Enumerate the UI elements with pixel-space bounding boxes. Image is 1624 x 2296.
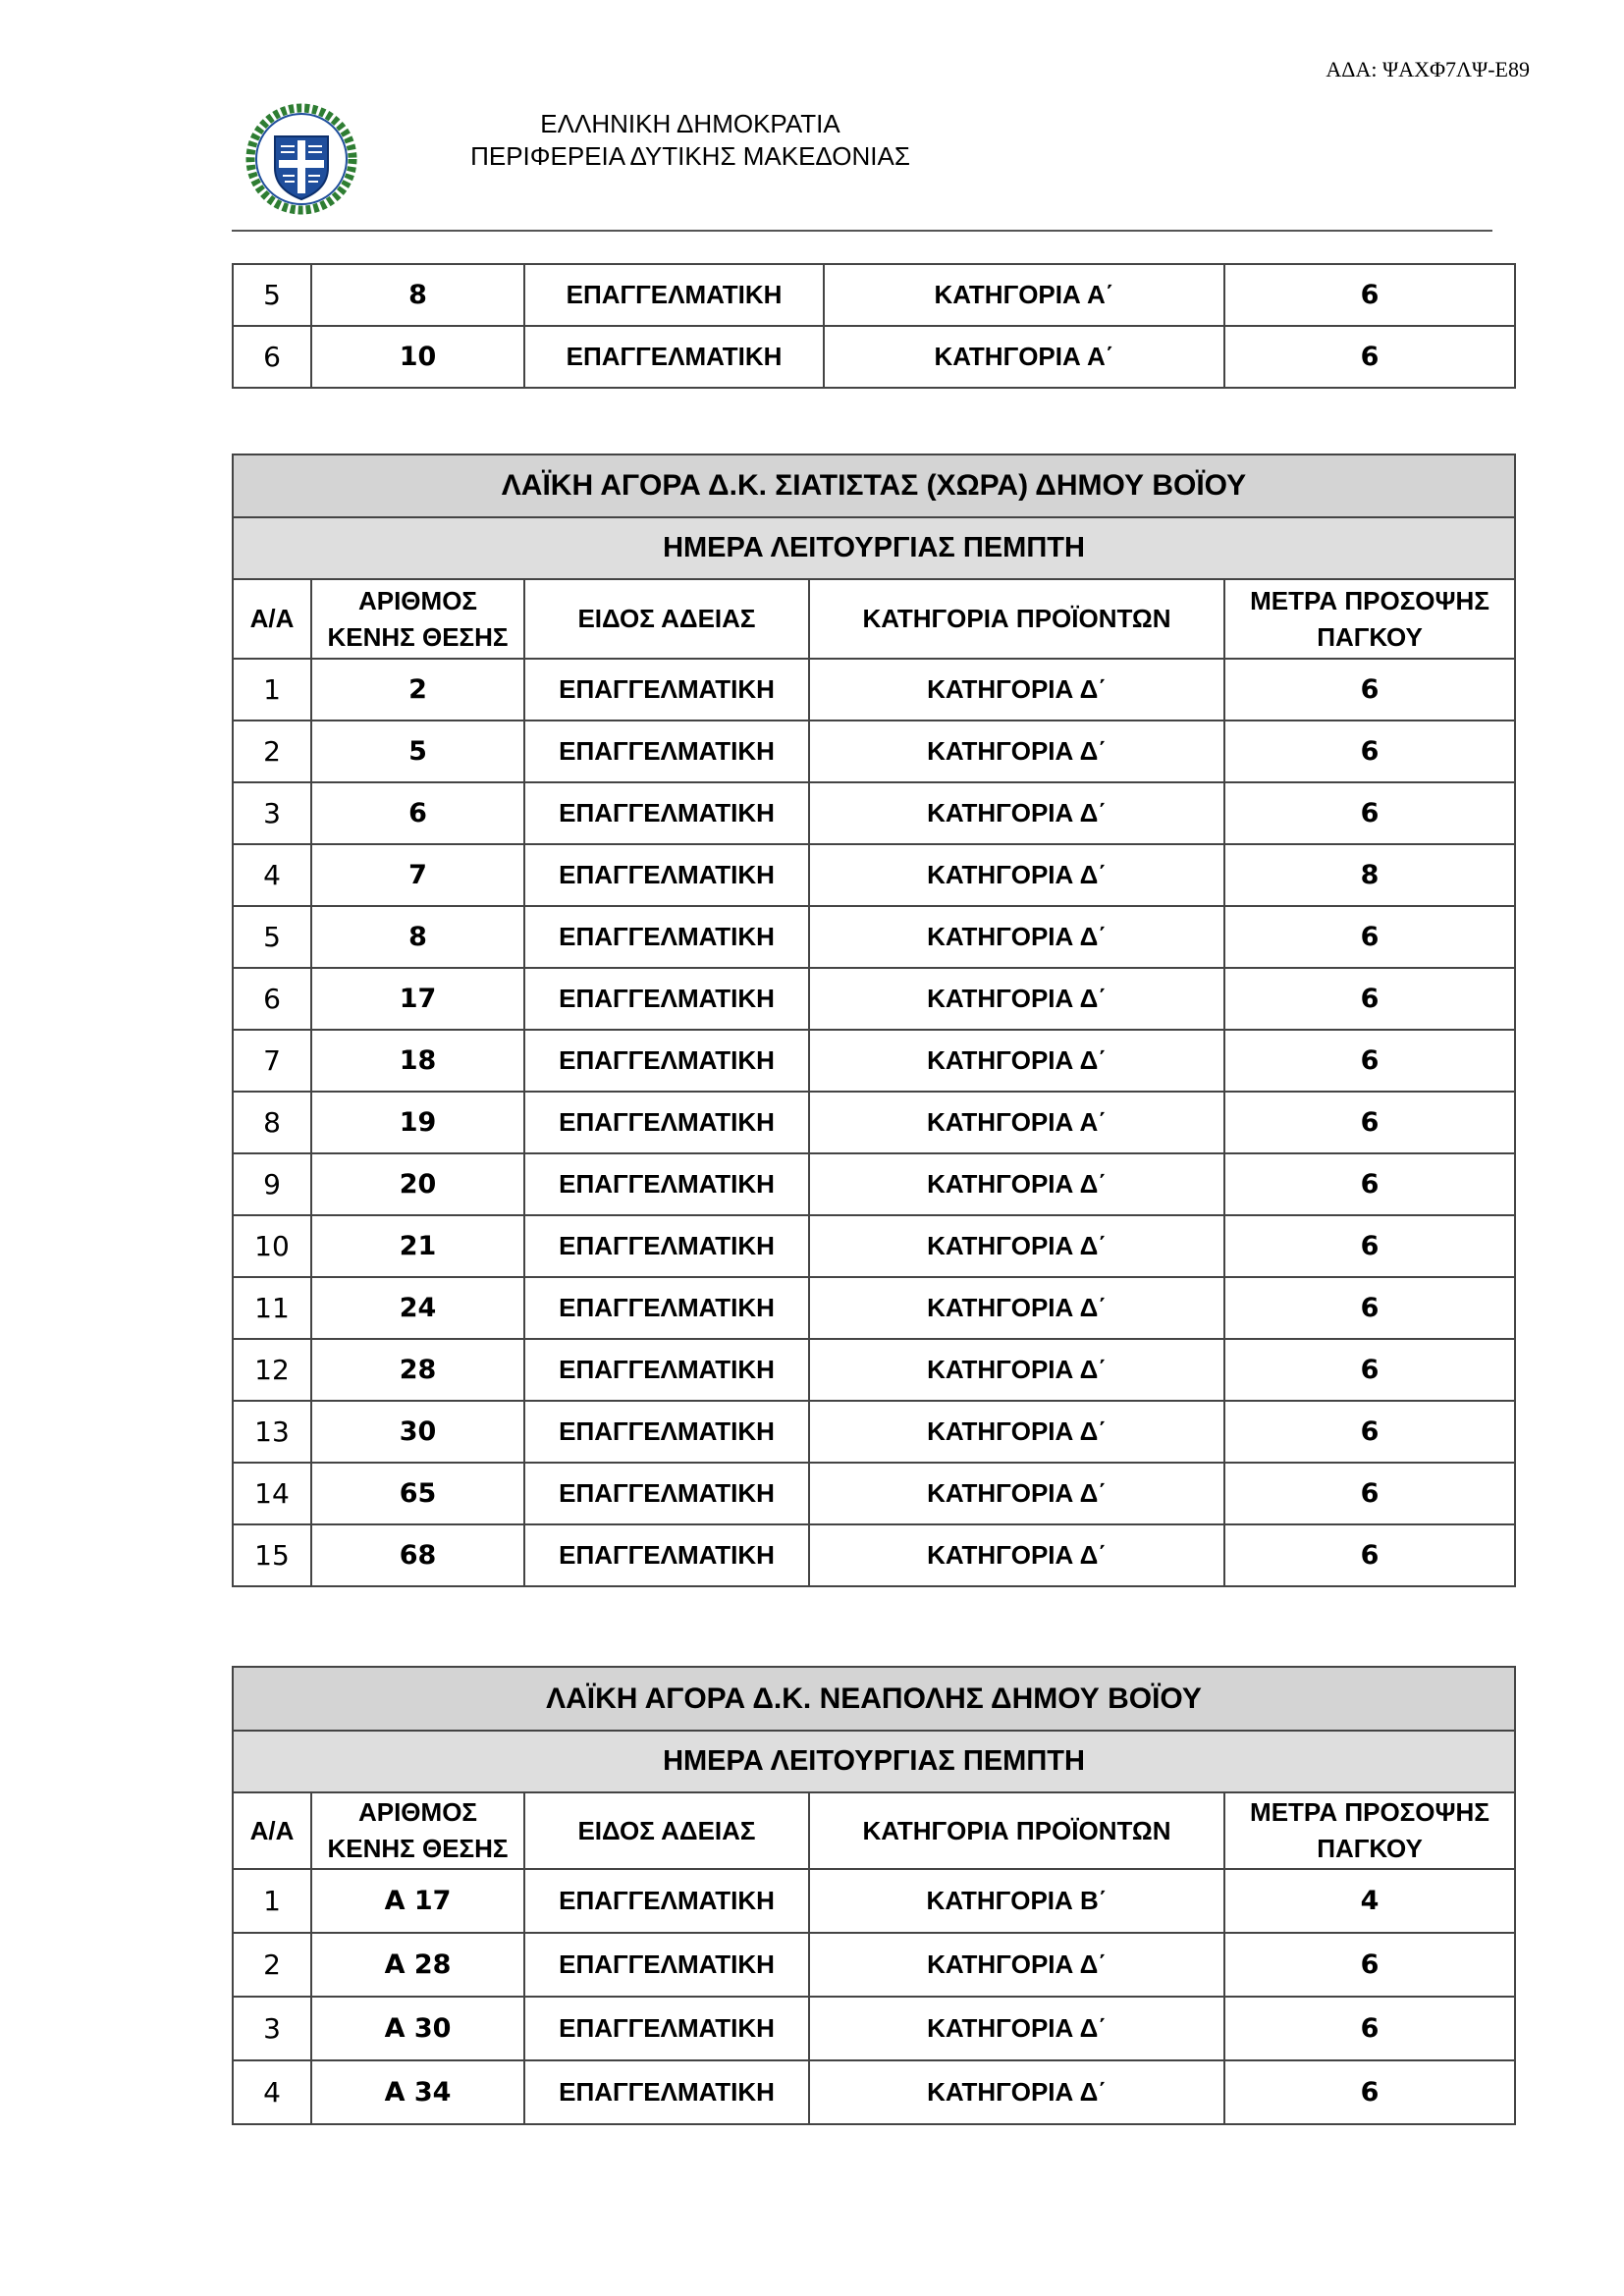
- category-cell: ΚΑΤΗΓΟΡΙΑ Δ΄: [809, 659, 1224, 721]
- aa-cell: 5: [233, 906, 311, 968]
- license-cell: ΕΠΑΓΓΕΛΜΑΤΙΚΗ: [524, 721, 809, 782]
- aa-cell: 2: [233, 1933, 311, 1997]
- category-cell: ΚΑΤΗΓΟΡΙΑ Δ΄: [809, 1524, 1224, 1586]
- meters-cell: 6: [1224, 1933, 1515, 1997]
- aa-cell: 7: [233, 1030, 311, 1092]
- meters-cell: 6: [1224, 782, 1515, 844]
- license-cell: ΕΠΑΓΓΕΛΜΑΤΙΚΗ: [524, 2060, 809, 2124]
- header-meters: [1224, 579, 1515, 659]
- ada-code: ΑΔΑ: ΨΑΧΦ7ΛΨ-Ε89: [1326, 57, 1530, 81]
- position-cell: Α 34: [311, 2060, 524, 2124]
- meters-cell: 6: [1224, 1339, 1515, 1401]
- position-cell: Α 28: [311, 1933, 524, 1997]
- position-cell: 8: [311, 906, 524, 968]
- position-cell: 28: [311, 1339, 524, 1401]
- license-cell: ΕΠΑΓΓΕΛΜΑΤΙΚΗ: [524, 1215, 809, 1277]
- market-day: ΗΜΕΡΑ ΛΕΙΤΟΥΡΓΙΑΣ ΠΕΜΠΤΗ: [233, 517, 1515, 579]
- header-category: ΚΑΤΗΓΟΡΙΑ ΠΡΟΪΟΝΤΩΝ: [809, 579, 1224, 659]
- meters-cell: 6: [1224, 721, 1515, 782]
- category-cell: ΚΑΤΗΓΟΡΙΑ Δ΄: [809, 968, 1224, 1030]
- header-position-line-2: ΚΕΝΗΣ ΘΕΣΗΣ: [327, 1834, 509, 1863]
- header-meters-line-1: ΜΕΤΡΑ ΠΡΟΣΟΨΗΣ: [1250, 585, 1489, 615]
- table-row: [233, 1153, 1515, 1215]
- header-position: [311, 579, 524, 659]
- license-cell: ΕΠΑΓΓΕΛΜΑΤΙΚΗ: [524, 1997, 809, 2060]
- meters-cell: 6: [1224, 906, 1515, 968]
- header-position-line-1: ΑΡΙΘΜΟΣ: [357, 585, 478, 615]
- license-cell: ΕΠΑΓΓΕΛΜΑΤΙΚΗ: [524, 326, 824, 388]
- category-cell: ΚΑΤΗΓΟΡΙΑ Α΄: [809, 1092, 1224, 1153]
- meters-cell: 6: [1224, 2060, 1515, 2124]
- table-row: [233, 1092, 1515, 1153]
- category-cell: ΚΑΤΗΓΟΡΙΑ Δ΄: [809, 906, 1224, 968]
- table-row: [233, 906, 1515, 968]
- greek-republic-emblem-icon: [245, 103, 357, 215]
- meters-cell: 6: [1224, 1215, 1515, 1277]
- table-row: [233, 1277, 1515, 1339]
- category-cell: ΚΑΤΗΓΟΡΙΑ Β΄: [809, 1869, 1224, 1933]
- meters-cell: 6: [1224, 1030, 1515, 1092]
- market-title: ΛΑΪΚΗ ΑΓΟΡΑ Δ.Κ. ΝΕΑΠΟΛΗΣ ΔΗΜΟΥ ΒΟΪΟΥ: [233, 1667, 1515, 1731]
- table-row: [233, 844, 1515, 906]
- license-cell: ΕΠΑΓΓΕΛΜΑΤΙΚΗ: [524, 1401, 809, 1463]
- position-cell: 2: [311, 659, 524, 721]
- aa-cell: 10: [233, 1215, 311, 1277]
- table-row: [233, 264, 1515, 326]
- license-cell: ΕΠΑΓΓΕΛΜΑΤΙΚΗ: [524, 1463, 809, 1524]
- table-row: [233, 1933, 1515, 1997]
- position-cell: 7: [311, 844, 524, 906]
- category-cell: ΚΑΤΗΓΟΡΙΑ Δ΄: [809, 1030, 1224, 1092]
- meters-cell: 6: [1224, 326, 1515, 388]
- header-license: ΕΙΔΟΣ ΑΔΕΙΑΣ: [524, 579, 809, 659]
- table-row: [233, 968, 1515, 1030]
- table-header-row: [233, 1792, 1515, 1869]
- license-cell: ΕΠΑΓΓΕΛΜΑΤΙΚΗ: [524, 659, 809, 721]
- header-aa: Α/Α: [233, 579, 311, 659]
- position-cell: 18: [311, 1030, 524, 1092]
- category-cell: ΚΑΤΗΓΟΡΙΑ Δ΄: [809, 721, 1224, 782]
- letterhead: [455, 108, 926, 173]
- position-cell: 24: [311, 1277, 524, 1339]
- license-cell: ΕΠΑΓΓΕΛΜΑΤΙΚΗ: [524, 782, 809, 844]
- meters-cell: 6: [1224, 1997, 1515, 2060]
- header-meters-line-2: ΠΑΓΚΟΥ: [1317, 1834, 1423, 1863]
- category-cell: ΚΑΤΗΓΟΡΙΑ Δ΄: [809, 1933, 1224, 1997]
- aa-cell: 6: [233, 326, 311, 388]
- table-row: [233, 1215, 1515, 1277]
- category-cell: ΚΑΤΗΓΟΡΙΑ Δ΄: [809, 2060, 1224, 2124]
- aa-cell: 1: [233, 1869, 311, 1933]
- table-row: [233, 1030, 1515, 1092]
- table-subtitle-row: [233, 517, 1515, 579]
- letterhead-line-1: ΕΛΛΗΝΙΚΗ ΔΗΜΟΚΡΑΤΙΑ: [540, 109, 840, 138]
- header-meters-line-2: ΠΑΓΚΟΥ: [1317, 621, 1423, 652]
- position-cell: Α 17: [311, 1869, 524, 1933]
- meters-cell: 8: [1224, 844, 1515, 906]
- aa-cell: 12: [233, 1339, 311, 1401]
- meters-cell: 6: [1224, 1463, 1515, 1524]
- neapoli-market-table: [232, 1666, 1516, 2125]
- meters-cell: 6: [1224, 1524, 1515, 1586]
- license-cell: ΕΠΑΓΓΕΛΜΑΤΙΚΗ: [524, 1524, 809, 1586]
- table-row: [233, 1401, 1515, 1463]
- license-cell: ΕΠΑΓΓΕΛΜΑΤΙΚΗ: [524, 264, 824, 326]
- license-cell: ΕΠΑΓΓΕΛΜΑΤΙΚΗ: [524, 1339, 809, 1401]
- meters-cell: 6: [1224, 1401, 1515, 1463]
- license-cell: ΕΠΑΓΓΕΛΜΑΤΙΚΗ: [524, 844, 809, 906]
- license-cell: ΕΠΑΓΓΕΛΜΑΤΙΚΗ: [524, 1030, 809, 1092]
- category-cell: ΚΑΤΗΓΟΡΙΑ Δ΄: [809, 782, 1224, 844]
- license-cell: ΕΠΑΓΓΕΛΜΑΤΙΚΗ: [524, 1092, 809, 1153]
- aa-cell: 3: [233, 782, 311, 844]
- category-cell: ΚΑΤΗΓΟΡΙΑ Δ΄: [809, 1401, 1224, 1463]
- license-cell: ΕΠΑΓΓΕΛΜΑΤΙΚΗ: [524, 1277, 809, 1339]
- market-day: ΗΜΕΡΑ ΛΕΙΤΟΥΡΓΙΑΣ ΠΕΜΠΤΗ: [233, 1731, 1515, 1792]
- position-cell: 20: [311, 1153, 524, 1215]
- header-aa: Α/Α: [233, 1792, 311, 1869]
- category-cell: ΚΑΤΗΓΟΡΙΑ Δ΄: [809, 1463, 1224, 1524]
- aa-cell: 11: [233, 1277, 311, 1339]
- position-cell: 8: [311, 264, 524, 326]
- aa-cell: 3: [233, 1997, 311, 2060]
- aa-cell: 5: [233, 264, 311, 326]
- category-cell: ΚΑΤΗΓΟΡΙΑ Α΄: [824, 264, 1224, 326]
- position-cell: Α 30: [311, 1997, 524, 2060]
- letterhead-line-2: ΠΕΡΙΦΕΡΕΙΑ ΔΥΤΙΚΗΣ ΜΑΚΕΔΟΝΙΑΣ: [470, 141, 910, 171]
- header-position: [311, 1792, 524, 1869]
- position-cell: 17: [311, 968, 524, 1030]
- aa-cell: 2: [233, 721, 311, 782]
- header-license: ΕΙΔΟΣ ΑΔΕΙΑΣ: [524, 1792, 809, 1869]
- header-divider: [232, 230, 1492, 232]
- aa-cell: 15: [233, 1524, 311, 1586]
- header-meters: [1224, 1792, 1515, 1869]
- position-cell: 10: [311, 326, 524, 388]
- meters-cell: 6: [1224, 659, 1515, 721]
- aa-cell: 9: [233, 1153, 311, 1215]
- meters-cell: 6: [1224, 264, 1515, 326]
- table-subtitle-row: [233, 1731, 1515, 1792]
- continuation-table: [232, 263, 1516, 389]
- header-position-line-2: ΚΕΝΗΣ ΘΕΣΗΣ: [327, 621, 509, 652]
- position-cell: 19: [311, 1092, 524, 1153]
- category-cell: ΚΑΤΗΓΟΡΙΑ Δ΄: [809, 1153, 1224, 1215]
- position-cell: 68: [311, 1524, 524, 1586]
- table-row: [233, 1524, 1515, 1586]
- position-cell: 5: [311, 721, 524, 782]
- category-cell: ΚΑΤΗΓΟΡΙΑ Δ΄: [809, 1339, 1224, 1401]
- header-category: ΚΑΤΗΓΟΡΙΑ ΠΡΟΪΟΝΤΩΝ: [809, 1792, 1224, 1869]
- meters-cell: 6: [1224, 968, 1515, 1030]
- category-cell: ΚΑΤΗΓΟΡΙΑ Δ΄: [809, 1215, 1224, 1277]
- table-row: [233, 2060, 1515, 2124]
- table-header-row: [233, 579, 1515, 659]
- market-title: ΛΑΪΚΗ ΑΓΟΡΑ Δ.Κ. ΣΙΑΤΙΣΤΑΣ (ΧΩΡΑ) ΔΗΜΟΥ ΒΟΪΟΥ: [233, 454, 1515, 517]
- table-row: [233, 1997, 1515, 2060]
- license-cell: ΕΠΑΓΓΕΛΜΑΤΙΚΗ: [524, 906, 809, 968]
- license-cell: ΕΠΑΓΓΕΛΜΑΤΙΚΗ: [524, 1869, 809, 1933]
- table-row: [233, 1869, 1515, 1933]
- header-meters-line-1: ΜΕΤΡΑ ΠΡΟΣΟΨΗΣ: [1250, 1797, 1489, 1827]
- table-row: [233, 1463, 1515, 1524]
- aa-cell: 8: [233, 1092, 311, 1153]
- category-cell: ΚΑΤΗΓΟΡΙΑ Δ΄: [809, 1997, 1224, 2060]
- license-cell: ΕΠΑΓΓΕΛΜΑΤΙΚΗ: [524, 1933, 809, 1997]
- meters-cell: 6: [1224, 1277, 1515, 1339]
- license-cell: ΕΠΑΓΓΕΛΜΑΤΙΚΗ: [524, 968, 809, 1030]
- position-cell: 65: [311, 1463, 524, 1524]
- meters-cell: 6: [1224, 1153, 1515, 1215]
- table-title-row: [233, 454, 1515, 517]
- meters-cell: 6: [1224, 1092, 1515, 1153]
- aa-cell: 13: [233, 1401, 311, 1463]
- license-cell: ΕΠΑΓΓΕΛΜΑΤΙΚΗ: [524, 1153, 809, 1215]
- header-position-line-1: ΑΡΙΘΜΟΣ: [357, 1797, 478, 1827]
- table-row: [233, 326, 1515, 388]
- aa-cell: 6: [233, 968, 311, 1030]
- aa-cell: 14: [233, 1463, 311, 1524]
- table-row: [233, 782, 1515, 844]
- siatista-market-table: [232, 454, 1516, 1587]
- aa-cell: 4: [233, 2060, 311, 2124]
- category-cell: ΚΑΤΗΓΟΡΙΑ Δ΄: [809, 844, 1224, 906]
- category-cell: ΚΑΤΗΓΟΡΙΑ Δ΄: [809, 1277, 1224, 1339]
- position-cell: 21: [311, 1215, 524, 1277]
- table-row: [233, 1339, 1515, 1401]
- position-cell: 6: [311, 782, 524, 844]
- meters-cell: 4: [1224, 1869, 1515, 1933]
- position-cell: 30: [311, 1401, 524, 1463]
- table-title-row: [233, 1667, 1515, 1731]
- table-row: [233, 659, 1515, 721]
- category-cell: ΚΑΤΗΓΟΡΙΑ Α΄: [824, 326, 1224, 388]
- table-row: [233, 721, 1515, 782]
- aa-cell: 4: [233, 844, 311, 906]
- aa-cell: 1: [233, 659, 311, 721]
